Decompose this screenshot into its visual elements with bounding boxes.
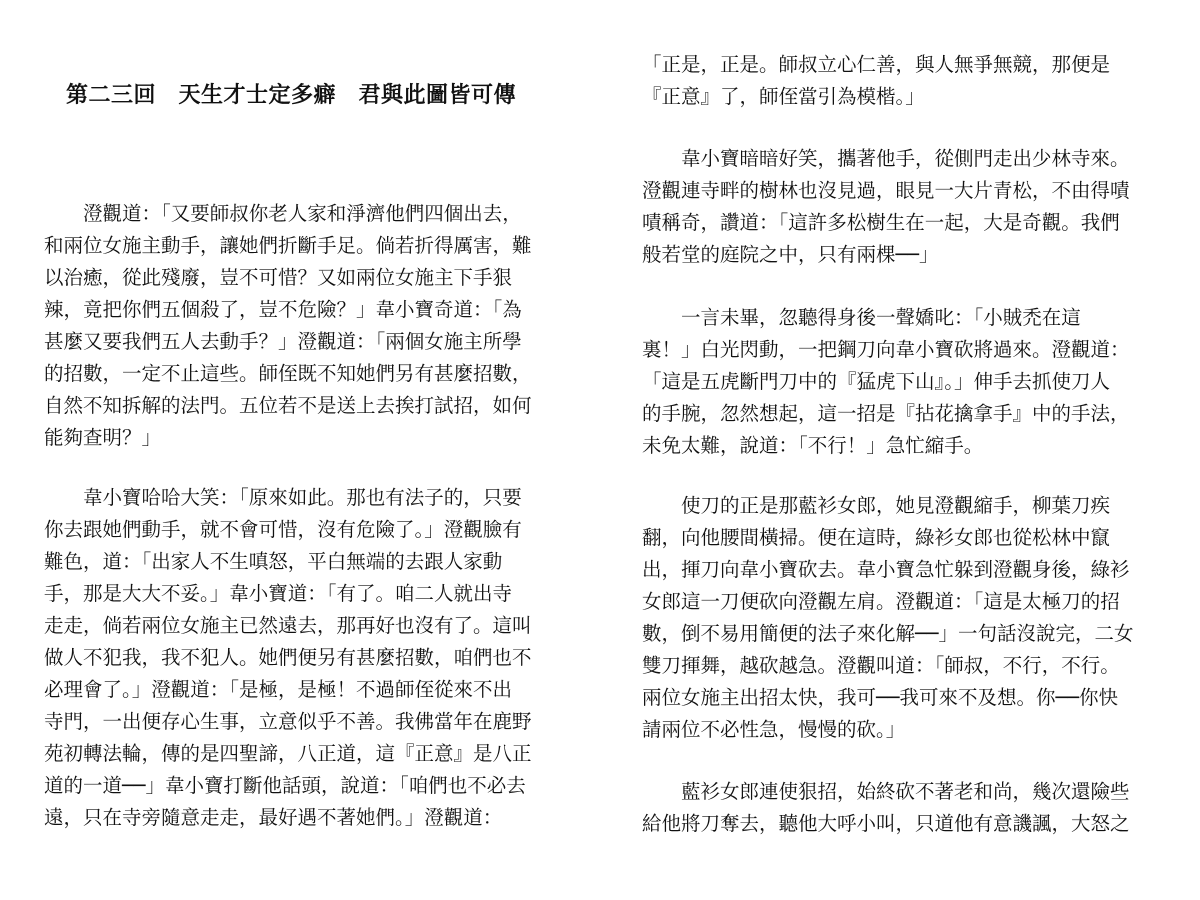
text-line: 遠，只在寺旁隨意走走，最好遇不著她們。」澄觀道： bbox=[44, 806, 503, 829]
paragraph bbox=[642, 143, 1162, 271]
text-line: 以治癒，從此殘廢，豈不可惜？又如兩位女施主下手狠 bbox=[44, 266, 513, 289]
paragraph bbox=[44, 482, 560, 834]
text-line: 手，那是大大不妥。」韋小寶道：「有了。咱二人就出寺 bbox=[44, 582, 513, 605]
text-line: 雙刀揮舞，越砍越急。澄觀叫道：「師叔，不行，不行。 bbox=[642, 654, 1120, 677]
text-line: 嘖稱奇，讚道：「這許多松樹生在一起，大是奇觀。我們 bbox=[642, 211, 1120, 234]
text-line: 兩位女施主出招太快，我可──我可來不及想。你──你快 bbox=[642, 686, 1118, 709]
text-line: 自然不知拆解的法門。五位若不是送上去挨打試招，如何 bbox=[44, 394, 532, 417]
text-line: 「這是五虎斷門刀中的『猛虎下山』。」伸手去抓使刀人 bbox=[642, 370, 1111, 393]
text-line: 使刀的正是那藍衫女郎，她見澄觀縮手，柳葉刀疾 bbox=[642, 494, 1111, 517]
text-line: 寺門，一出便存心生事，立意似乎不善。我佛當年在鹿野 bbox=[44, 710, 532, 733]
text-line: 的手腕，忽然想起，這一招是『拈花擒拿手』中的手法， bbox=[642, 402, 1130, 425]
text-line: 做人不犯我，我不犯人。她們便另有甚麼招數，咱們也不 bbox=[44, 646, 532, 669]
text-line: 難色，道：「出家人不生嗔怒，平白無端的去跟人家動 bbox=[44, 550, 503, 573]
text-line: 甚麼又要我們五人去動手？」澄觀道：「兩個女施主所學 bbox=[44, 330, 522, 353]
text-line: 女郎這一刀便砍向澄觀左肩。澄觀道：「這是太極刀的招 bbox=[642, 590, 1120, 613]
chapter-title: 第二三回 天生才士定多癖 君與此圖皆可傳 bbox=[66, 83, 517, 108]
text-line: 澄觀道：「又要師叔你老人家和淨濟他們四個出去， bbox=[44, 202, 522, 225]
text-line: 的招數，一定不止這些。師侄既不知她們另有甚麼招數， bbox=[44, 362, 532, 385]
paragraph bbox=[642, 302, 1162, 462]
text-line: 出，揮刀向韋小寶砍去。韋小寶急忙躲到澄觀身後，綠衫 bbox=[642, 558, 1130, 581]
text-line: 道的一道──」韋小寶打斷他話頭，說道：「咱們也不必去 bbox=[44, 774, 526, 797]
text-line: 韋小寶暗暗好笑，攜著他手，從側門走出少林寺來。 bbox=[642, 147, 1130, 170]
text-line: 韋小寶哈哈大笑：「原來如此。那也有法子的，只要 bbox=[44, 486, 522, 509]
text-line: 澄觀連寺畔的樹林也沒見過，眼見一大片青松，不由得嘖 bbox=[642, 179, 1130, 202]
text-line: 裏！」白光閃動，一把鋼刀向韋小寶砍將過來。澄觀道： bbox=[642, 338, 1130, 361]
text-line: 般若堂的庭院之中，只有兩棵──」 bbox=[642, 243, 939, 266]
text-line: 你去跟她們動手，就不會可惜，沒有危險了。」澄觀臉有 bbox=[44, 518, 522, 541]
text-line: 必理會了。」澄觀道：「是極，是極！不過師侄從來不出 bbox=[44, 678, 513, 701]
text-line: 『正意』了，師侄當引為模楷。」 bbox=[642, 85, 925, 108]
text-line: 藍衫女郎連使狠招，始終砍不著老和尚，幾次還險些 bbox=[642, 780, 1130, 803]
text-line: 能夠查明？」 bbox=[44, 426, 162, 449]
text-line: 辣，竟把你們五個殺了，豈不危險？」韋小寶奇道：「為 bbox=[44, 298, 522, 321]
text-line: 給他將刀奪去，聽他大呼小叫，只道他有意譏諷，大怒之 bbox=[642, 812, 1130, 835]
text-line: 走走，倘若兩位女施主已然遠去，那再好也沒有了。這叫 bbox=[44, 614, 532, 637]
paragraph bbox=[642, 49, 1162, 113]
text-line: 數，倒不易用簡便的法子來化解──」一句話沒說完，二女 bbox=[642, 622, 1134, 645]
text-line: 翻，向他腰間橫掃。便在這時，綠衫女郎也從松林中竄 bbox=[642, 526, 1111, 549]
text-line: 一言未畢，忽聽得身後一聲嬌叱：「小賊禿在這 bbox=[642, 306, 1081, 329]
text-line: 請兩位不必性急，慢慢的砍。」 bbox=[642, 718, 906, 741]
text-line: 和兩位女施主動手，讓她們折斷手足。倘若折得厲害，難 bbox=[44, 234, 532, 257]
text-line: 苑初轉法輪，傳的是四聖諦，八正道，這『正意』是八正 bbox=[44, 742, 532, 765]
text-line: 「正是，正是。師叔立心仁善，與人無爭無競，那便是 bbox=[642, 53, 1111, 76]
paragraph bbox=[44, 198, 560, 454]
text-line: 未免太難，說道：「不行！」急忙縮手。 bbox=[642, 434, 984, 457]
paragraph bbox=[642, 776, 1162, 840]
paragraph bbox=[642, 490, 1162, 746]
